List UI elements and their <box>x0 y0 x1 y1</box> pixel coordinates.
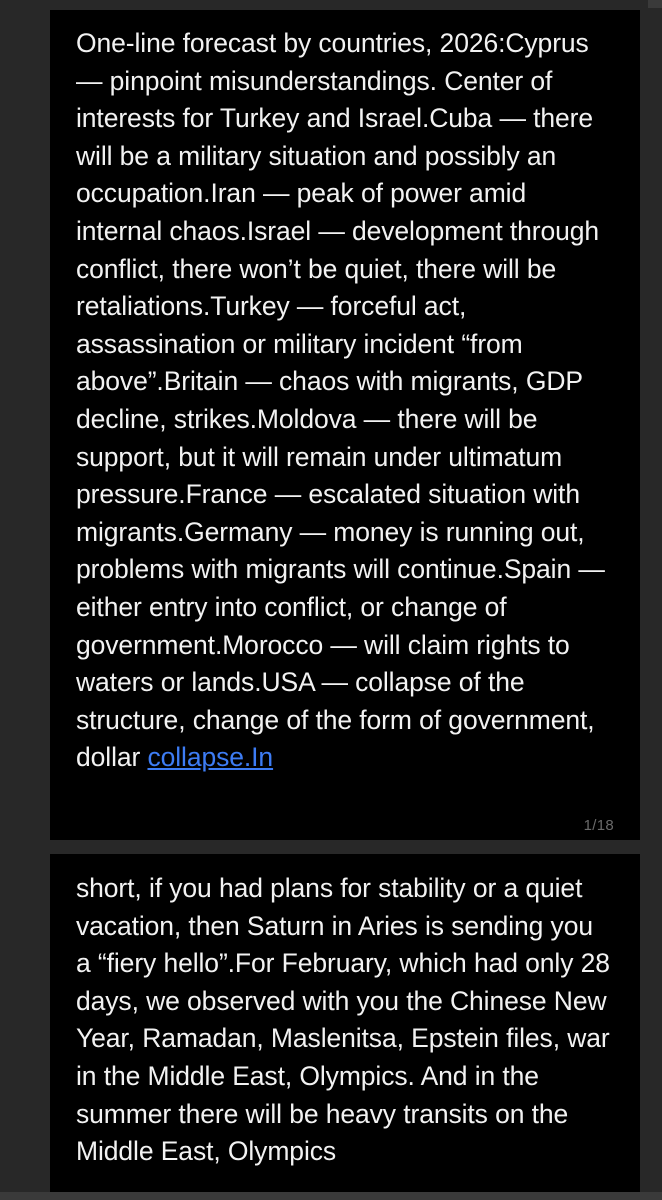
message-body: One-line forecast by countries, 2026:Cyprus — pinpoint misunderstandings. Center of interests for Turkey and Israel.Cuba — there will be a military situation and possibly an occupation.Iran — peak of power amid internal chaos.Israel — development through conflict, there won’t be quiet, there will be retaliations.Turkey — forceful act, assassination or military incident “from above”.Britain — chaos with migrants, GDP decline, strikes.Moldova — there will be support, but it will remain under ultimatum pressure.France — escalated situation with migrants.Germany — money is running out, problems with migrants will continue.Spain — either entry into conflict, or change of government.Morocco — will claim rights to waters or lands.USA — collapse of the structure, change of the form of government, dollar <box>76 28 605 773</box>
message-link[interactable]: collapse.In <box>147 742 274 773</box>
bottom-bar <box>0 1192 662 1200</box>
message-text <box>76 854 614 1171</box>
message-card <box>50 854 640 1200</box>
scroll-indicator[interactable] <box>648 0 662 8</box>
message-text <box>76 10 614 777</box>
page-counter: 1/18 <box>583 817 614 834</box>
message-card <box>50 10 640 840</box>
message-body: short, if you had plans for stability or a quiet vacation, then Saturn in Aries is sending you a “fiery hello”.For February, which had only 28 days, we observed with you the Chinese New Year, Ramadan, Maslenitsa, Epstein files, war in the Middle East, Olympics. And in the summer there will be heavy transits on the Middle East, Olympics <box>76 873 610 1167</box>
